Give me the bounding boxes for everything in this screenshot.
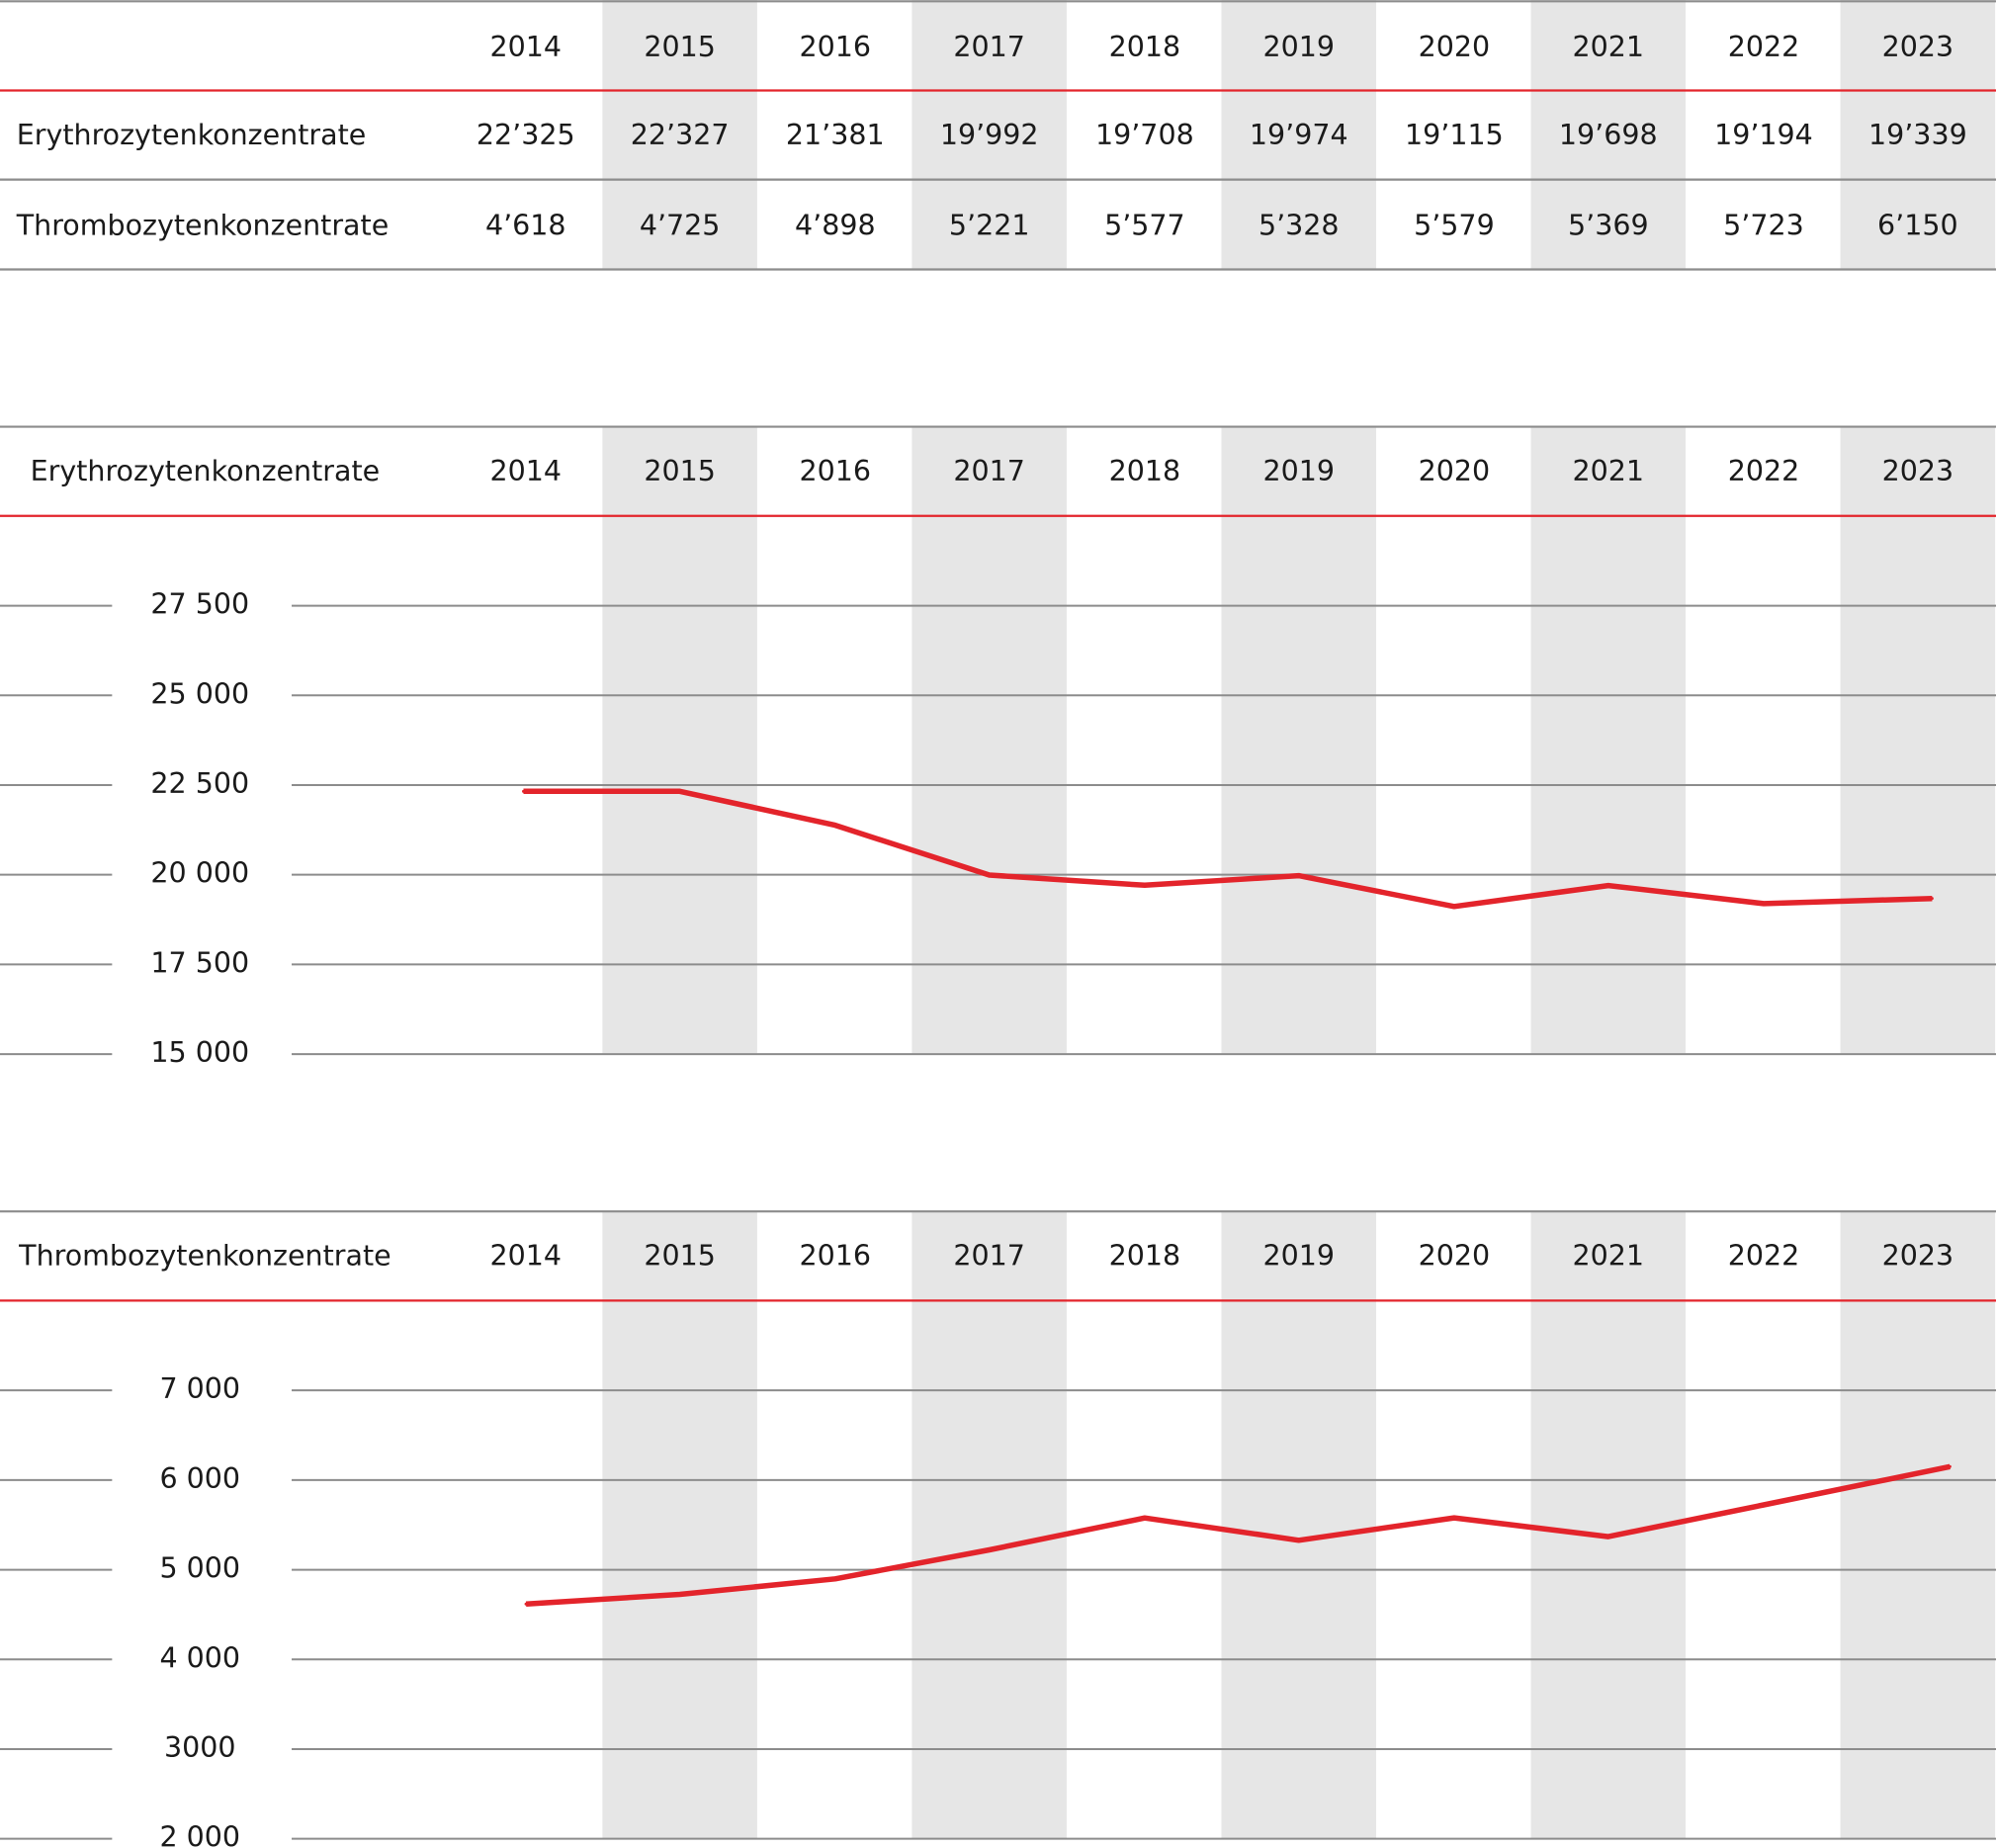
x-tick-label-2022: 2022: [1727, 1239, 1800, 1273]
y-tick-label: 4 000: [159, 1641, 241, 1675]
table-year-2014: 2014: [489, 30, 563, 63]
x-tick-label-2020: 2020: [1418, 454, 1491, 487]
data-point-2016: [833, 1577, 836, 1580]
data-point-2021: [1606, 1536, 1609, 1539]
x-tick-label-2017: 2017: [953, 454, 1025, 487]
column-band-2023: [1841, 1211, 1996, 1838]
table-cell: 19’974: [1249, 118, 1348, 151]
table-cell: 5’328: [1258, 209, 1340, 242]
chart-title: Erythrozytenkonzentrate: [30, 454, 381, 487]
table-cell: 5’577: [1104, 209, 1185, 242]
table-cell: 19’698: [1558, 118, 1658, 151]
y-tick-label: 17 500: [150, 946, 250, 980]
data-point-2014: [525, 1603, 528, 1606]
data-point-2017: [988, 1548, 991, 1551]
column-band-2017: [911, 427, 1067, 1054]
x-tick-label-2016: 2016: [799, 454, 872, 487]
y-tick-label: 7 000: [159, 1372, 241, 1406]
column-band-2015: [602, 1211, 757, 1838]
table-year-2019: 2019: [1262, 30, 1336, 63]
table-cell: 22’325: [476, 118, 575, 151]
x-tick-label-2014: 2014: [489, 454, 563, 487]
table-cell: 22’327: [630, 118, 730, 151]
data-point-2015: [678, 790, 681, 793]
table-cell: 5’579: [1414, 209, 1495, 242]
y-tick-label: 3000: [163, 1730, 236, 1764]
data-point-2023: [1949, 1465, 1952, 1468]
column-band-2019: [1221, 1211, 1376, 1838]
x-tick-label-2018: 2018: [1108, 1239, 1181, 1273]
y-tick-label: 22 500: [150, 766, 250, 800]
table-cell: 19’194: [1714, 118, 1813, 151]
data-point-2020: [1452, 1517, 1455, 1520]
table-row-label: Erythrozytenkonzentrate: [16, 118, 367, 151]
column-band-2021: [1531, 427, 1687, 1054]
x-tick-label-2015: 2015: [644, 454, 716, 487]
table-cell: 5’369: [1568, 209, 1649, 242]
table-year-2023: 2023: [1881, 30, 1954, 63]
x-tick-label-2023: 2023: [1881, 454, 1954, 487]
column-band-2015: [602, 427, 757, 1054]
table-cell: 5’723: [1723, 209, 1804, 242]
x-tick-label-2019: 2019: [1262, 1239, 1336, 1273]
data-point-2018: [1143, 884, 1146, 887]
table-row-label: Thrombozytenkonzentrate: [16, 209, 390, 242]
table-cell: 6’150: [1877, 209, 1958, 242]
data-point-2014: [522, 790, 525, 793]
table-cell: 19’708: [1094, 118, 1194, 151]
table-cell: 4’725: [639, 209, 721, 242]
x-tick-label-2021: 2021: [1572, 454, 1645, 487]
x-tick-label-2014: 2014: [489, 1239, 563, 1273]
column-band-2019: [1221, 427, 1376, 1054]
y-tick-label: 6 000: [159, 1461, 241, 1495]
table-year-2018: 2018: [1108, 30, 1181, 63]
chart-title: Thrombozytenkonzentrate: [19, 1239, 391, 1273]
table-cell: 19’115: [1405, 118, 1504, 151]
data-point-2023: [1931, 897, 1934, 900]
table-cell: 19’339: [1867, 118, 1967, 151]
data-point-2022: [1762, 1503, 1765, 1506]
table-cell: 21’381: [785, 118, 885, 151]
y-tick-label: 5 000: [159, 1551, 241, 1585]
x-tick-label-2023: 2023: [1881, 1239, 1954, 1273]
y-tick-label: 27 500: [150, 587, 250, 621]
data-point-2015: [678, 1593, 681, 1596]
table-year-2020: 2020: [1418, 30, 1491, 63]
table-year-2015: 2015: [644, 30, 716, 63]
x-tick-label-2022: 2022: [1727, 454, 1800, 487]
table-year-2022: 2022: [1727, 30, 1800, 63]
column-bands: [602, 0, 1995, 1839]
y-tick-label: 15 000: [150, 1036, 250, 1070]
column-band-2017: [911, 1211, 1067, 1838]
x-tick-label-2016: 2016: [799, 1239, 872, 1273]
x-tick-label-2019: 2019: [1262, 454, 1336, 487]
data-point-2020: [1452, 905, 1455, 908]
table-year-2016: 2016: [799, 30, 872, 63]
column-band-2023: [1841, 427, 1996, 1054]
y-tick-label: 20 000: [150, 856, 250, 890]
data-point-2016: [833, 824, 836, 827]
data-point-2019: [1297, 874, 1300, 877]
x-tick-label-2021: 2021: [1572, 1239, 1645, 1273]
table-year-2017: 2017: [953, 30, 1025, 63]
table-cell: 5’221: [948, 209, 1030, 242]
x-tick-label-2015: 2015: [644, 1239, 716, 1273]
x-tick-label-2017: 2017: [953, 1239, 1025, 1273]
y-tick-label: 2 000: [159, 1820, 241, 1848]
table-cell: 19’992: [939, 118, 1039, 151]
table-cell: 4’898: [795, 209, 876, 242]
y-tick-label: 25 000: [150, 677, 250, 711]
table-cell: 4’618: [484, 209, 566, 242]
x-tick-label-2020: 2020: [1418, 1239, 1491, 1273]
data-point-2021: [1606, 884, 1609, 887]
table-year-2021: 2021: [1572, 30, 1645, 63]
data-point-2022: [1762, 902, 1765, 905]
data-point-2017: [988, 873, 991, 876]
data-point-2019: [1297, 1539, 1300, 1541]
data-point-2018: [1143, 1517, 1146, 1520]
x-tick-label-2018: 2018: [1108, 454, 1181, 487]
